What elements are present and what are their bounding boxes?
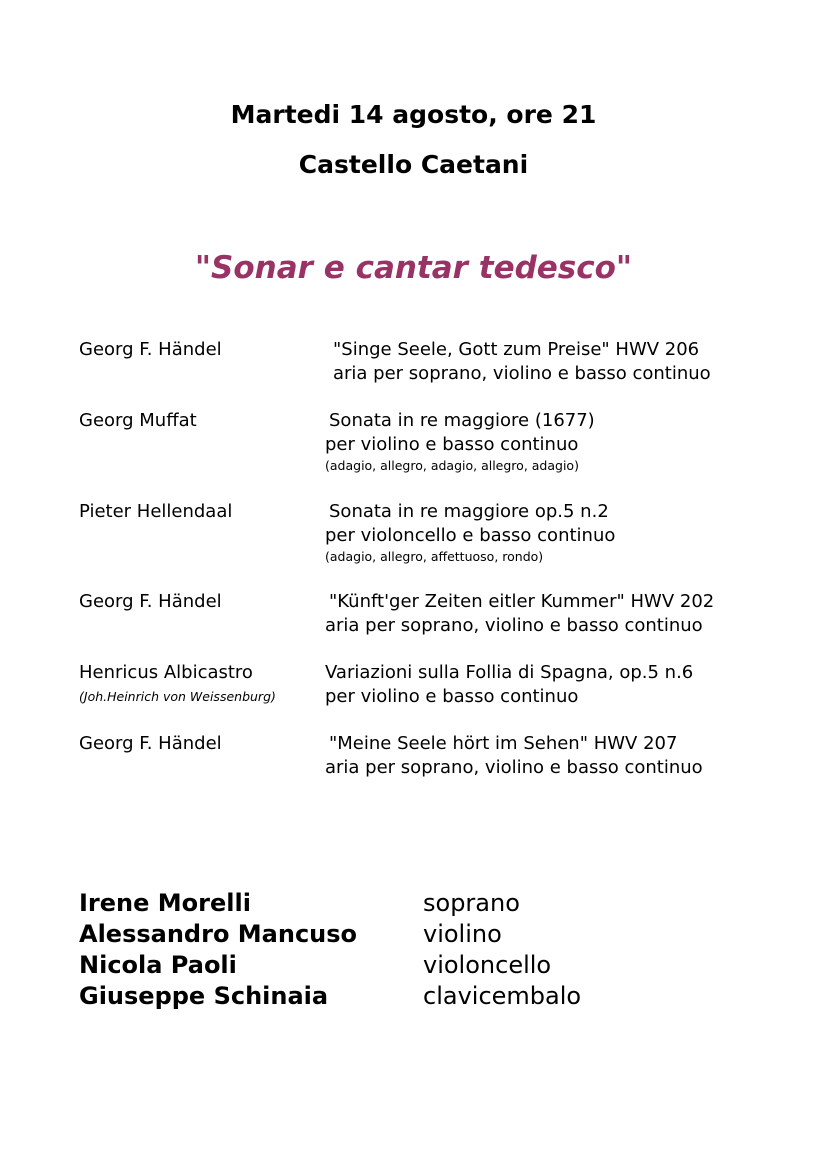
performer-name: Alessandro Mancuso xyxy=(79,920,358,948)
work-scoring: per violino e basso continuo xyxy=(325,434,579,455)
work-movements: (adagio, allegro, affettuoso, rondo) xyxy=(325,549,544,564)
performer-row xyxy=(79,981,779,1012)
program-item xyxy=(79,732,799,780)
performer-row xyxy=(79,950,779,981)
work-title: "Singe Seele, Gott zum Preise" HWV 206 xyxy=(333,339,700,360)
performer-role: soprano xyxy=(423,889,520,917)
work-title: Sonata in re maggiore (1677) xyxy=(329,410,595,431)
work-scoring: per violino e basso continuo xyxy=(325,686,579,707)
composer-name: Henricus Albicastro xyxy=(79,662,253,683)
performer-row xyxy=(79,919,779,950)
performer-name: Giuseppe Schinaia xyxy=(79,982,329,1010)
performer-row xyxy=(79,888,779,919)
concert-title: "Sonar e cantar tedesco" xyxy=(194,250,633,286)
work-title: "Meine Seele hört im Sehen" HWV 207 xyxy=(329,733,678,754)
performer-name: Nicola Paoli xyxy=(79,951,237,979)
program-item xyxy=(79,661,799,709)
work-description xyxy=(325,732,799,780)
work-scoring: aria per soprano, violino e basso continuo xyxy=(333,363,711,384)
work-description xyxy=(325,661,799,709)
work-description xyxy=(325,338,799,386)
work-description xyxy=(325,590,799,638)
work-description xyxy=(325,409,799,474)
performer-role: violoncello xyxy=(423,951,552,979)
work-title: "Künft'ger Zeiten eitler Kummer" HWV 202 xyxy=(329,591,715,612)
work-movements: (adagio, allegro, adagio, allegro, adagio) xyxy=(325,458,579,473)
work-description xyxy=(325,500,799,565)
work-title: Variazioni sulla Follia di Spagna, op.5 n.6 xyxy=(325,662,694,683)
work-scoring: aria per soprano, violino e basso continuo xyxy=(325,615,703,636)
performer-role: clavicembalo xyxy=(423,982,582,1010)
performers-list xyxy=(79,888,779,1012)
composer-name: Georg F. Händel xyxy=(79,591,222,612)
event-venue: Castello Caetani xyxy=(298,150,529,179)
composer-name: Pieter Hellendaal xyxy=(79,501,233,522)
work-scoring: per violoncello e basso continuo xyxy=(325,525,616,546)
program-item xyxy=(79,500,799,565)
composer-name: Georg Muffat xyxy=(79,410,197,431)
program-item xyxy=(79,590,799,638)
event-date: Martedi 14 agosto, ore 21 xyxy=(230,100,597,129)
program-item xyxy=(79,409,799,474)
composer-alias: (Joh.Heinrich von Weissenburg) xyxy=(79,689,276,704)
work-title: Sonata in re maggiore op.5 n.2 xyxy=(329,501,609,522)
composer-name: Georg F. Händel xyxy=(79,339,222,360)
performer-name: Irene Morelli xyxy=(79,889,251,917)
composer-name: Georg F. Händel xyxy=(79,733,222,754)
work-scoring: aria per soprano, violino e basso continuo xyxy=(325,757,703,778)
performer-role: violino xyxy=(423,920,502,948)
program-item xyxy=(79,338,799,386)
